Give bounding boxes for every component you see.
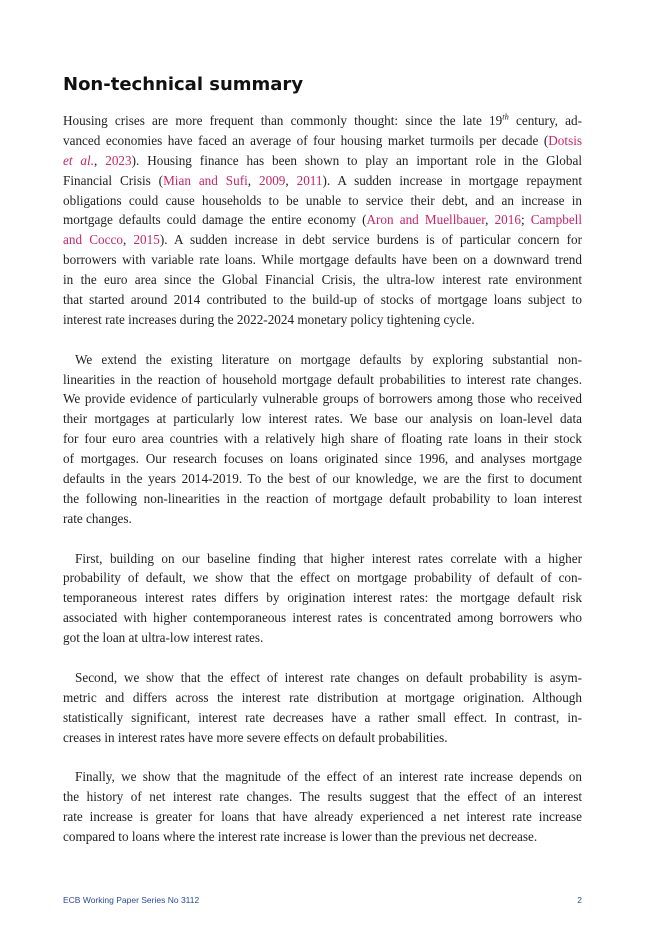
text-line xyxy=(63,688,582,708)
text: rate increase is greater for loans that have already experienced a net interest rate increase xyxy=(63,809,582,825)
text: , xyxy=(122,232,134,248)
text-line xyxy=(63,708,582,728)
text: mortgage defaults could damage the entire economy ( xyxy=(63,212,367,228)
text-line xyxy=(63,827,582,847)
citation-link[interactable]: 2016 xyxy=(494,212,521,228)
text-line xyxy=(63,588,582,608)
text: obligations could cause households to be unable to service their debt, and an increase in xyxy=(63,192,582,208)
text: linearities in the reaction of household mortgage default probabilities to interest rate changes. xyxy=(63,371,582,387)
citation-link[interactable]: Campbell xyxy=(530,212,583,228)
text: We provide evidence of particularly vulnerable groups of borrowers among those who received xyxy=(63,391,582,407)
text: ). A sudden increase in debt service burdens is of particular concern for xyxy=(159,232,583,248)
text-line xyxy=(63,489,582,509)
text-line xyxy=(63,171,582,191)
text-line xyxy=(63,230,582,250)
text: metric and differs across the interest rate distribution at mortgage origination. Although xyxy=(63,689,582,705)
text: , xyxy=(485,212,495,228)
text: statistically significant, interest rate decreases have a rather small effect. In contrast, in- xyxy=(63,709,582,725)
text-line xyxy=(63,549,582,569)
text-line xyxy=(63,151,582,171)
text-line xyxy=(63,429,582,449)
text: that started around 2014 contributed to the build-up of stocks of mortgage loans subject to xyxy=(63,292,582,308)
text-line xyxy=(63,310,582,330)
text-line xyxy=(63,210,582,230)
citation-link[interactable]: and Cocco xyxy=(63,232,123,248)
text-line xyxy=(63,509,582,529)
text-line xyxy=(63,111,582,131)
text: their mortgages at particularly low interest rates. We base our analysis on loan-level data xyxy=(63,411,582,427)
text-line xyxy=(63,270,582,290)
text: temporaneous interest rates differs by origination interest rates: the mortgage default risk xyxy=(63,590,582,606)
text: , xyxy=(247,172,259,188)
paragraph xyxy=(63,350,582,529)
text: the following non-linearities in the reaction of mortgage default probability to loan interest xyxy=(63,490,582,506)
text-line xyxy=(63,290,582,310)
text: We extend the existing literature on mortgage defaults by exploring substantial non- xyxy=(75,351,582,367)
text-line xyxy=(63,250,582,270)
text: the history of net interest rate changes. The results suggest that the effect of an interest xyxy=(63,789,582,805)
text-line xyxy=(63,370,582,390)
text: , xyxy=(94,152,106,168)
text: Second, we show that the effect of interest rate changes on default probability is asym- xyxy=(75,669,582,685)
text: , xyxy=(285,172,297,188)
section-title: Non-technical summary xyxy=(63,74,304,95)
text: in the euro area since the Global Financial Crisis, the ultra-low interest rate environment xyxy=(63,272,582,288)
page-number: 2 xyxy=(577,895,582,905)
paragraph xyxy=(63,111,582,330)
text-line xyxy=(63,728,582,748)
summary-body xyxy=(63,111,582,867)
citation-link[interactable]: 2009 xyxy=(259,172,286,188)
text: Finally, we show that the magnitude of the effect of an interest rate increase depends on xyxy=(75,769,582,785)
citation-link[interactable]: 2011 xyxy=(296,172,323,188)
text-line xyxy=(63,409,582,429)
superscript: th xyxy=(502,111,509,122)
text: First, building on our baseline finding that higher interest rates correlate with a higher xyxy=(75,550,582,566)
text: for four euro area countries with a relatively high share of floating rate loans in their stock xyxy=(63,431,582,447)
text-line xyxy=(63,568,582,588)
text-line xyxy=(63,668,582,688)
paragraph xyxy=(63,668,582,748)
text-line xyxy=(63,469,582,489)
paragraph xyxy=(63,549,582,648)
text: ). Housing finance has been shown to play an important role in the Global xyxy=(131,152,583,168)
text: Housing crises are more frequent than commonly thought: since the late 19 xyxy=(63,113,503,128)
text: of mortgages. Our research focuses on loans originated since 1996, and analyses mortgage xyxy=(63,451,582,467)
text: creases in interest rates have more severe effects on default probabilities. xyxy=(63,729,448,745)
text-line xyxy=(63,767,582,787)
text: interest rate increases during the 2022-2024 monetary policy tightening cycle. xyxy=(63,311,475,327)
text: defaults in the years 2014-2019. To the best of our knowledge, we are the first to document xyxy=(63,471,582,487)
citation-link[interactable]: 2023 xyxy=(105,152,132,168)
text: century, ad- xyxy=(508,113,582,128)
text: vanced economies have faced an average of four housing market turmoils per decade ( xyxy=(63,132,549,148)
page-footer xyxy=(63,895,582,905)
text-line xyxy=(63,787,582,807)
text-line xyxy=(63,191,582,211)
text-line xyxy=(63,449,582,469)
text: ). A sudden increase in mortgage repayment xyxy=(322,172,582,188)
citation-link[interactable]: Dotsis xyxy=(548,132,582,148)
text-line xyxy=(63,628,582,648)
text: ; xyxy=(520,212,531,228)
text: compared to loans where the interest rate increase is lower than the previous net decrease. xyxy=(63,829,538,845)
text-line xyxy=(63,608,582,628)
footer-series-label: ECB Working Paper Series No 3112 xyxy=(63,895,200,905)
citation-link[interactable]: Mian and Sufi xyxy=(163,172,248,188)
text-line xyxy=(63,350,582,370)
citation-link[interactable]: Aron and Muellbauer xyxy=(366,212,486,228)
text-line xyxy=(63,131,582,151)
text: associated with higher contemporaneous interest rates is concentrated among borrowers who xyxy=(63,610,582,626)
text-line xyxy=(63,807,582,827)
text: probability of default, we show that the effect on mortgage probability of default of con- xyxy=(63,570,582,586)
citation-link[interactable]: et al. xyxy=(63,152,94,168)
citation-link[interactable]: 2015 xyxy=(133,232,160,248)
text: Financial Crisis ( xyxy=(63,172,164,188)
text: borrowers with variable rate loans. While mortgage defaults have been on a downward trend xyxy=(63,252,582,268)
text: got the loan at ultra-low interest rates. xyxy=(63,630,264,646)
text-line xyxy=(63,389,582,409)
paragraph xyxy=(63,767,582,847)
text: rate changes. xyxy=(63,510,132,526)
